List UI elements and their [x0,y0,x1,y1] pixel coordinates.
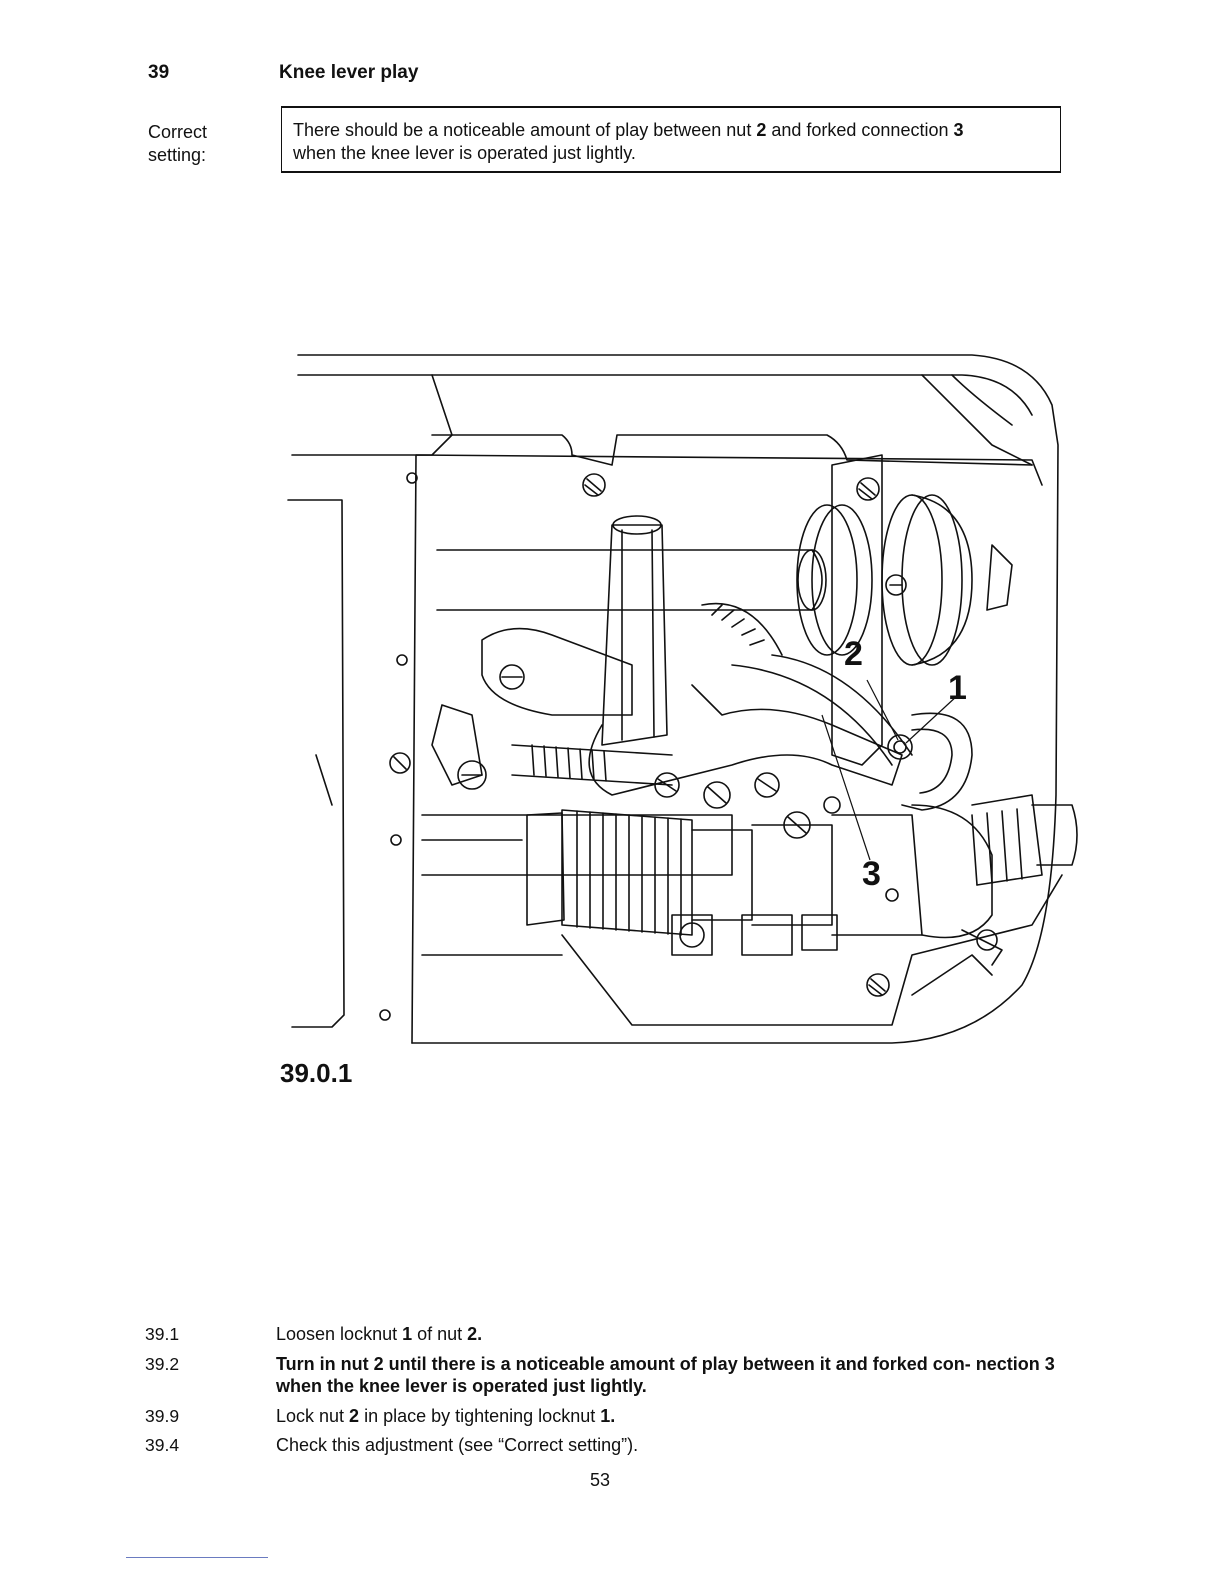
locknut-ref: 1 [600,1406,611,1426]
step-text: Turn in nut 2 until there is a noticeable amount of play between it and forked con- nection 3 when the knee lever is operated just lightly. [276,1354,1055,1396]
nut-ref: 2 [349,1406,360,1426]
correct-setting-label: Correct setting: [148,122,208,165]
setting-text-1: There should be a noticeable amount of play between nut [293,120,757,140]
callout-1: 1 [948,669,967,707]
section-title: Knee lever play [279,62,419,83]
step-part: Lock nut [276,1406,350,1426]
knee-lever-mechanism-drawing [272,335,1092,1055]
correct-setting-box [281,106,1061,173]
locknut-ref: 1 [402,1324,413,1344]
step-number: 39.4 [145,1435,180,1455]
step-number: 39.2 [145,1354,180,1374]
step-part: Loosen locknut [276,1324,403,1344]
step-part: of nut [412,1324,468,1344]
figure-caption: 39.0.1 [280,1058,353,1088]
step-number: 39.9 [145,1406,180,1426]
footer-rule [126,1557,268,1558]
step-text [276,1405,1076,1427]
step-text [276,1323,1076,1345]
nut-ref: 2 [467,1324,478,1344]
step-number: 39.1 [145,1324,180,1344]
nut-ref: 2 [756,120,767,140]
step-part: . [477,1324,483,1344]
correct-setting-line-1 [293,119,1048,142]
fork-ref: 3 [953,120,964,140]
page-number: 53 [590,1470,611,1490]
callout-3: 3 [862,855,881,893]
step-text: Check this adjustment (see “Correct setting”). [276,1435,639,1455]
section-number: 39 [148,62,170,83]
step-part: . [610,1406,616,1426]
setting-text-2: and forked connection [766,120,954,140]
step-part: in place by tightening locknut [359,1406,601,1426]
callout-2: 2 [844,635,863,673]
setting-text-3: when the knee lever is operated just lightly. [293,143,636,163]
